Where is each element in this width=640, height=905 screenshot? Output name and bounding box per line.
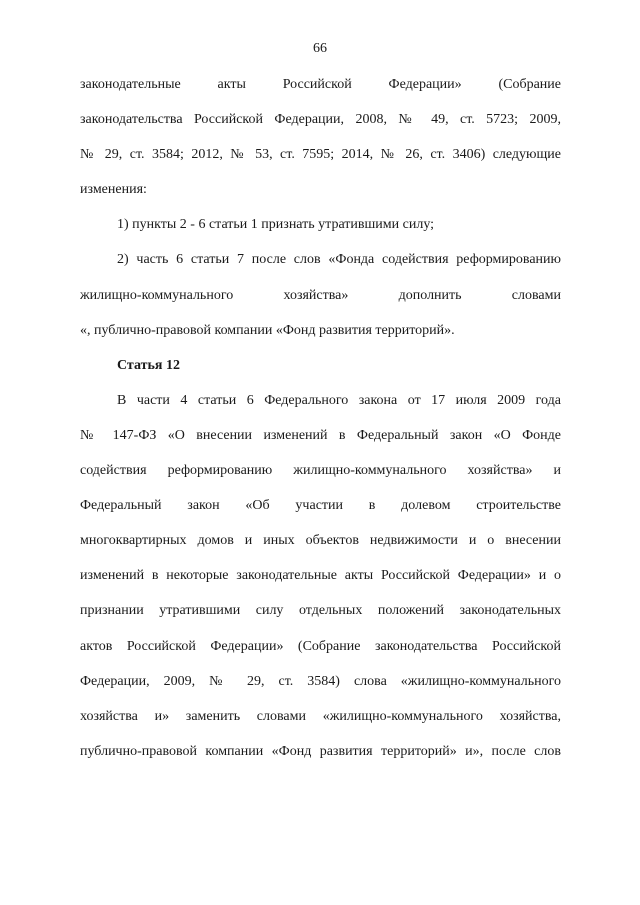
text-line: признании утратившими силу отдельных положений законодательных <box>80 603 561 619</box>
text-line: законодательства Российской Федерации, 2008, № 49, ст. 5723; 2009, <box>80 112 561 128</box>
text-line: № 29, ст. 3584; 2012, № 53, ст. 7595; 2014, № 26, ст. 3406) следующие <box>80 147 561 163</box>
text-line: публично-правовой компании «Фонд развития территорий» и», после слов <box>80 743 561 759</box>
text-line: многоквартирных домов и иных объектов недвижимости и о внесении <box>80 533 561 549</box>
text-line: жилищно-коммунального хозяйства» дополнить словами <box>80 287 561 303</box>
text-line: «, публично-правовой компании «Фонд развития территорий». <box>80 322 455 338</box>
text-line: 1) пункты 2 - 6 статьи 1 признать утратившими силу; <box>117 217 435 233</box>
text-line: В части 4 статьи 6 Федерального закона от 17 июля 2009 года <box>117 392 561 408</box>
text-line: изменений в некоторые законодательные акты Российской Федерации» и о <box>80 568 561 584</box>
document-body <box>80 67 561 769</box>
page-number: 66 <box>313 41 327 56</box>
text-line: Федеральный закон «Об участии в долевом строительстве <box>80 498 561 514</box>
article-heading: Статья 12 <box>117 357 180 373</box>
text-line: изменения: <box>80 182 147 198</box>
text-line: Федерации, 2009, № 29, ст. 3584) слова «жилищно-коммунального <box>80 673 561 689</box>
text-line: № 147-ФЗ «О внесении изменений в Федеральный закон «О Фонде <box>80 427 561 443</box>
text-line: содействия реформированию жилищно-коммунального хозяйства» и <box>80 463 561 479</box>
text-line: 2) часть 6 статьи 7 после слов «Фонда содействия реформированию <box>117 252 561 268</box>
text-line: законодательные акты Российской Федерации» (Собрание <box>80 77 561 92</box>
text-line: хозяйства и» заменить словами «жилищно-коммунального хозяйства, <box>80 708 561 724</box>
text-line: актов Российской Федерации» (Собрание законодательства Российской <box>80 638 561 654</box>
